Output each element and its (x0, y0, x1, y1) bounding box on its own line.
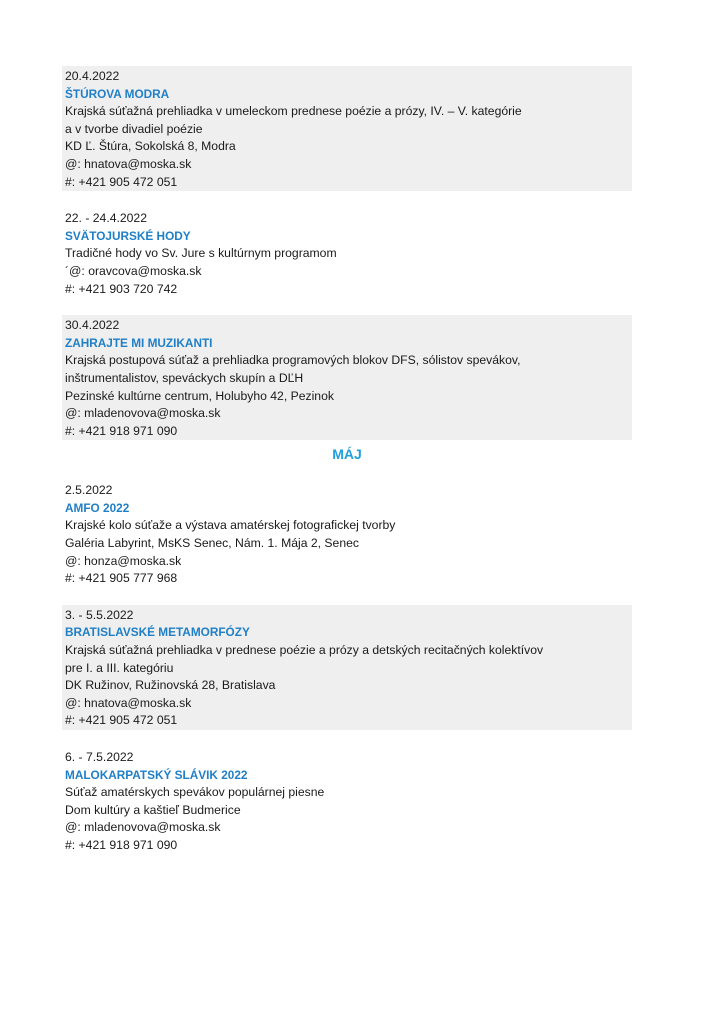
event-date: 2.5.2022 (65, 483, 113, 498)
event-phone: #: +421 905 777 968 (65, 571, 178, 586)
event-description: pre I. a III. kategóriu (65, 660, 174, 675)
events-document (62, 66, 632, 855)
event-phone: #: +421 905 472 051 (65, 713, 178, 728)
event-malokarpatsky-slavik (62, 747, 632, 855)
event-phone: #: +421 905 472 051 (65, 174, 178, 189)
event-venue: KD Ľ. Štúra, Sokolská 8, Modra (65, 139, 236, 154)
event-description: Krajská súťažná prehliadka v umeleckom prednese poézie a prózy, IV. – V. kategórie (65, 104, 522, 119)
event-email: @: honza@moska.sk (65, 553, 182, 568)
event-title: MALOKARPATSKÝ SLÁVIK 2022 (65, 767, 248, 782)
event-venue: Galéria Labyrint, MsKS Senec, Nám. 1. Mája 2, Senec (65, 536, 359, 551)
event-title: SVÄTOJURSKÉ HODY (65, 228, 191, 243)
event-description: Krajská postupová súťaž a prehliadka programových blokov DFS, sólistov spevákov, (65, 353, 521, 368)
event-phone: #: +421 918 971 090 (65, 837, 178, 852)
spacer (62, 298, 632, 315)
event-description: inštrumentalistov, speváckych skupín a DĽH (65, 370, 304, 385)
event-date: 6. - 7.5.2022 (65, 750, 134, 764)
event-sturova-modra (62, 66, 632, 191)
spacer (62, 588, 632, 605)
spacer (62, 730, 632, 747)
event-phone: #: +421 903 720 742 (65, 281, 178, 296)
event-email: @: mladenovova@moska.sk (65, 406, 221, 421)
event-description: Krajské kolo súťaže a výstava amatérskej fotografickej tvorby (65, 518, 396, 533)
event-description: Krajská súťažná prehliadka v prednese poézie a prózy a detských recitačných kolektívov (65, 643, 544, 658)
event-description: a v tvorbe divadiel poézie (65, 121, 203, 136)
event-date: 30.4.2022 (65, 318, 120, 333)
event-email: @: mladenovova@moska.sk (65, 820, 221, 835)
event-amfo-2022 (62, 480, 632, 588)
event-date: 3. - 5.5.2022 (65, 607, 134, 622)
event-description: Súťaž amatérskych spevákov populárnej piesne (65, 785, 325, 800)
event-email: @: hnatova@moska.sk (65, 695, 192, 710)
event-date: 20.4.2022 (65, 69, 120, 83)
event-email: ´@: oravcova@moska.sk (65, 263, 202, 278)
event-svatojurske-hody (62, 208, 632, 298)
event-venue: Pezinské kultúrne centrum, Holubyho 42, Pezinok (65, 388, 334, 403)
event-bratislavske-metamorfozy (62, 605, 632, 730)
event-title: ZAHRAJTE MI MUZIKANTI (65, 335, 213, 350)
event-title: AMFO 2022 (65, 500, 130, 515)
event-venue: Dom kultúry a kaštieľ Budmerice (65, 802, 241, 817)
event-title: BRATISLAVSKÉ METAMORFÓZY (65, 625, 250, 640)
event-venue: DK Ružinov, Ružinovská 28, Bratislava (65, 678, 276, 693)
event-date: 22. - 24.4.2022 (65, 211, 147, 226)
event-title: ŠTÚROVA MODRA (65, 86, 170, 101)
month-heading: MÁJ (332, 446, 362, 463)
event-phone: #: +421 918 971 090 (65, 423, 178, 438)
event-email: @: hnatova@moska.sk (65, 156, 192, 171)
event-zahrajte-mi-muzikanti (62, 315, 632, 440)
event-description: Tradičné hody vo Sv. Jure s kultúrnym programom (65, 246, 337, 261)
spacer (62, 191, 632, 208)
